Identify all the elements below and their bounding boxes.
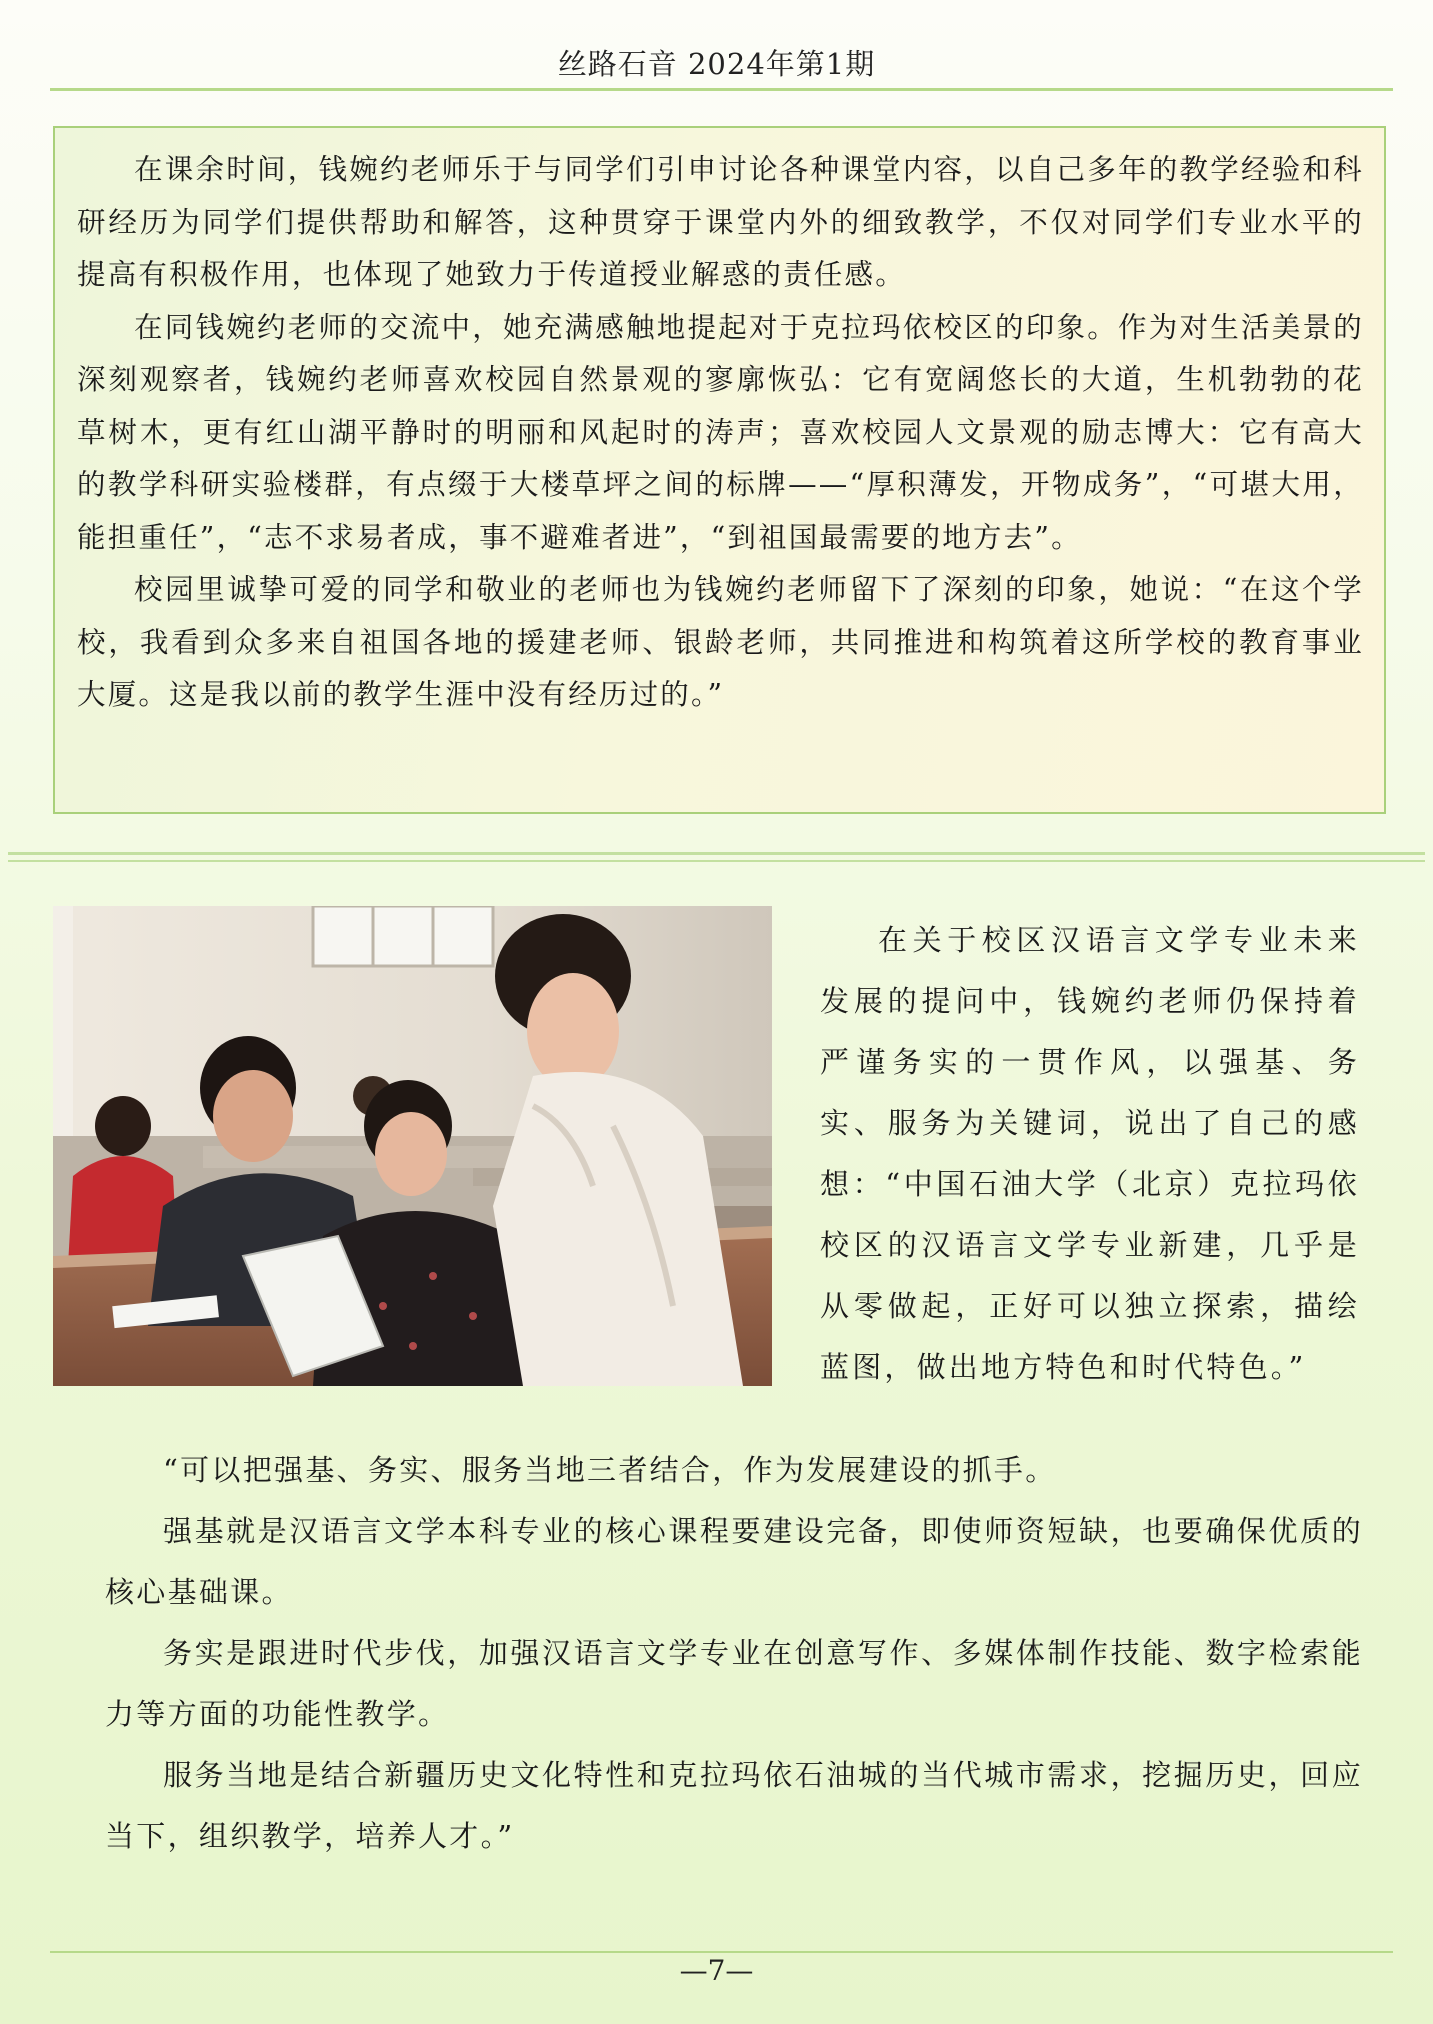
classroom-photo <box>53 906 772 1386</box>
paragraph: “可以把强基、务实、服务当地三者结合，作为发展建设的抓手。 <box>163 1453 1057 1487</box>
section-divider <box>8 852 1425 862</box>
side-text-column <box>820 910 1360 1398</box>
paragraph: 务实是跟进时代步伐，加强汉语言文学专业在创意写作、多媒体制作技能、数字检索能力等方面的功能性教学。 <box>105 1636 1363 1731</box>
footer-divider <box>50 1951 1393 1953</box>
paragraph: 在关于校区汉语言文学专业未来发展的提问中，钱婉约老师仍保持着严谨务实的一贯作风，以强基、务实、服务为关键词，说出了自己的感想：“中国石油大学（北京）克拉玛依校区的汉语言文学专业新建，几乎是从零做起，正好可以独立探索，描绘蓝图，做出地方特色和时代特色。” <box>820 923 1360 1384</box>
header-divider <box>50 88 1393 91</box>
quote-box <box>53 126 1386 814</box>
paragraph: 在课余时间，钱婉约老师乐于与同学们引申讨论各种课堂内容，以自己多年的教学经验和科研经历为同学们提供帮助和解答，这种贯穿于课堂内外的细致教学，不仅对同学们专业水平的提高有积极作用，也体现了她致力于传道授业解惑的责任感。 <box>77 153 1364 291</box>
paragraph: 在同钱婉约老师的交流中，她充满感触地提起对于克拉玛依校区的印象。作为对生活美景的深刻观察者，钱婉约老师喜欢校园自然景观的寥廓恢弘：它有宽阔悠长的大道，生机勃勃的花草树木，更有红山湖平静时的明丽和风起时的涛声；喜欢校园人文景观的励志博大：它有高大的教学科研实验楼群，有点缀于大楼草坪之间的标牌——“厚积薄发，开物成务”，“可堪大用，能担重任”，“志不求易者成，事不避难者进”，“到祖国最需要的地方去”。 <box>77 310 1364 554</box>
bottom-text-block <box>105 1440 1363 1867</box>
paragraph: 强基就是汉语言文学本科专业的核心课程要建设完备，即使师资短缺，也要确保优质的核心基础课。 <box>105 1514 1363 1609</box>
paragraph: 校园里诚挚可爱的同学和敬业的老师也为钱婉约老师留下了深刻的印象，她说：“在这个学校，我看到众多来自祖国各地的援建老师、银龄老师，共同推进和构筑着这所学校的教育事业大厦。这是我以前的教学生涯中没有经历过的。” <box>77 573 1364 711</box>
page-number: —7— <box>679 1954 754 1987</box>
paragraph: 服务当地是结合新疆历史文化特性和克拉玛依石油城的当代城市需求，挖掘历史，回应当下，组织教学，培养人才。” <box>105 1758 1363 1853</box>
header-title: 丝路石音 2024年第1期 <box>557 47 876 81</box>
